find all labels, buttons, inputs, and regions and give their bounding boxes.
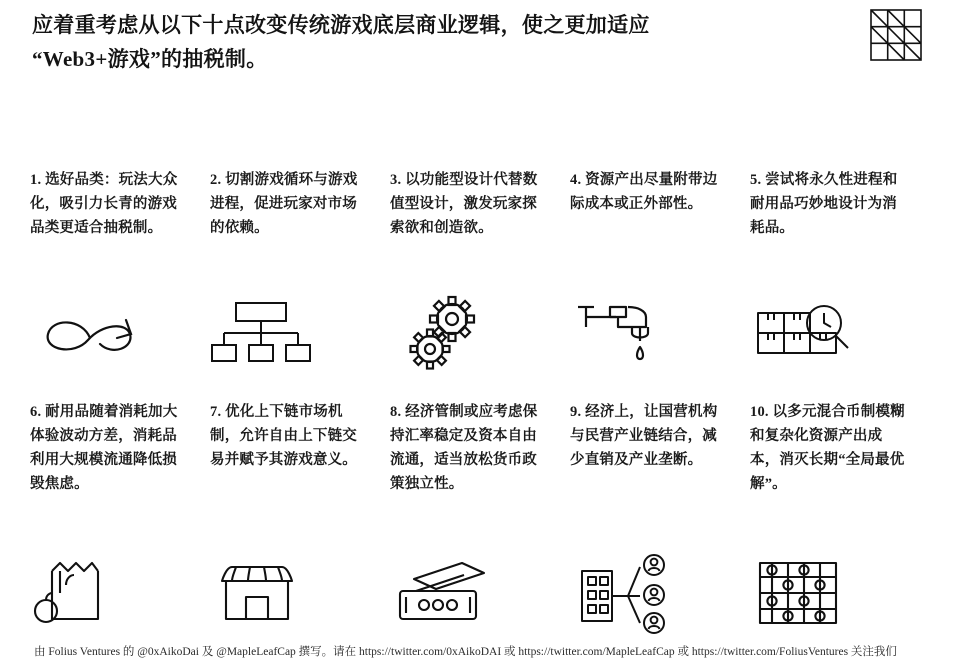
point-item-5 [750,168,930,400]
point-item-1 [30,168,210,400]
points-grid [30,168,930,632]
hierarchy-tree-icon [210,290,375,380]
point-item-2 [210,168,390,400]
point-text-3: 3. 以功能型设计代替数值型设计，激发玩家探索欲和创造欲。 [390,172,538,236]
page-title [32,8,792,76]
point-text-8: 8. 经济管制或应考虑保持汇率稳定及资本自由流通，适当放松货币政策独立性。 [390,404,538,492]
point-text-2: 2. 切割游戏循环与游戏进程，促进玩家对市场的依赖。 [210,172,358,236]
point-item-6 [30,400,210,632]
point-item-10 [750,400,930,632]
point-text-4: 4. 资源产出尽量附带边际成本或正外部性。 [570,172,718,212]
grocery-bag-apple-icon [30,548,195,638]
building-network-users-icon [570,548,735,638]
point-text-1: 1. 选好品类：玩法大众化，吸引力长青的游戏品类更适合抽税制。 [30,172,178,236]
point-item-9 [570,400,750,632]
page-title-line-2: “Web3+游戏”的抽税制。 [32,47,268,71]
point-text-7: 7. 优化上下链市场机制，允许自由上下链交易并赋予其游戏意义。 [210,404,357,468]
footer-credit: 由 Folius Ventures 的 @0xAikoDai 及 @MapleLeafCap 撰写。请在 https://twitter.com/0xAikoDAI 或 https://twitter.com/MapleLeafCap 或 https://twitter.com/FoliusVentures 关注我们 [34,646,897,658]
point-item-8 [390,400,570,632]
infinity-loop-arrow-icon [30,290,195,380]
point-text-6: 6. 耐用品随着消耗加大体验波动方差，消耗品利用大规模流通降低损毁焦虑。 [30,404,178,492]
point-item-7 [210,400,390,632]
point-text-10: 10. 以多元混合币制模糊和复杂化资源产出成本，消灭长期“全局最优解”。 [750,404,905,492]
point-text-9: 9. 经济上，让国营机构与民营产业链结合，减少直销及产业垄断。 [570,404,718,468]
point-item-3 [390,168,570,400]
boxes-magnifier-icon [750,290,915,380]
abacus-icon [750,548,915,638]
page-title-line-1: 应着重考虑从以下十点改变传统游戏底层商业逻辑，使之更加适应 [32,13,650,37]
point-item-4 [570,168,750,400]
point-text-5: 5. 尝试将永久性进程和耐用品巧妙地设计为消耗品。 [750,172,898,236]
storefront-icon [210,548,375,638]
grid-logo-icon [869,8,923,62]
faucet-drip-icon [570,290,735,380]
banknotes-cash-icon [390,548,555,638]
gears-icon [390,290,555,380]
